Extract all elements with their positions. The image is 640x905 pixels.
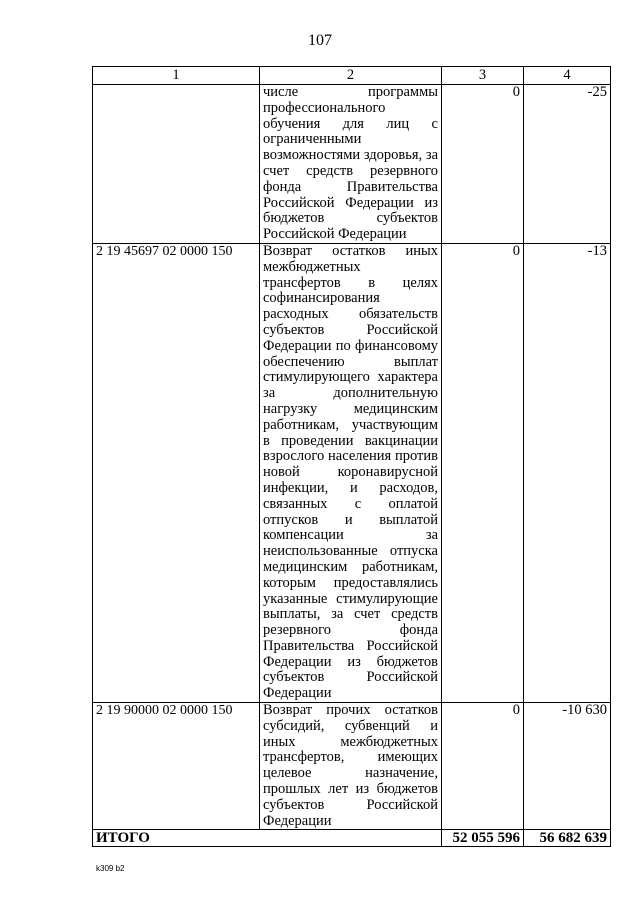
table-row bbox=[93, 85, 611, 244]
amount-col3: 0 bbox=[442, 85, 524, 244]
amount-col4: -13 bbox=[524, 243, 611, 702]
budget-table bbox=[92, 66, 611, 847]
column-header: 1 bbox=[93, 67, 260, 85]
amount-col4: -10 630 bbox=[524, 703, 611, 830]
total-label: ИТОГО bbox=[93, 830, 442, 847]
footer-code: k309 b2 bbox=[96, 864, 125, 873]
header-row bbox=[93, 67, 611, 85]
total-col4: 56 682 639 bbox=[524, 830, 611, 847]
column-header: 4 bbox=[524, 67, 611, 85]
column-header: 2 bbox=[260, 67, 442, 85]
row-description: числе программы профессионального обучения для лиц с ограниченными возможностями здоровья, за счет средств резервного фонда Правительства Российской Федерации из бюджетов субъектов Российской Федерации bbox=[260, 85, 442, 244]
budget-code: 2 19 90000 02 0000 150 bbox=[93, 703, 260, 830]
budget-code bbox=[93, 85, 260, 244]
table-row bbox=[93, 703, 611, 830]
total-col3: 52 055 596 bbox=[442, 830, 524, 847]
row-description: Возврат прочих остатков субсидий, субвенций и иных межбюджетных трансфертов, имеющих целевое назначение, прошлых лет из бюджетов субъектов Российской Федерации bbox=[260, 703, 442, 830]
amount-col3: 0 bbox=[442, 243, 524, 702]
table-row bbox=[93, 243, 611, 702]
amount-col3: 0 bbox=[442, 703, 524, 830]
page-number: 107 bbox=[308, 32, 332, 49]
budget-code: 2 19 45697 02 0000 150 bbox=[93, 243, 260, 702]
column-header: 3 bbox=[442, 67, 524, 85]
total-row bbox=[93, 830, 611, 847]
row-description: Возврат остатков иных межбюджетных трансфертов в целях софинансирования расходных обязательств субъектов Российской Федерации по финансовому обеспечению выплат стимулирующего характера за дополнительную нагрузку медицинским работникам, участвующим в проведении вакцинации взрослого населения против новой коронавирусной инфекции, и расходов, связанных с оплатой отпусков и выплатой компенсации за неиспользованные отпуска медицинским работникам, которым предоставлялись указанные стимулирующие выплаты, за счет средств резервного фонда Правительства Российской Федерации из бюджетов субъектов Российской Федерации bbox=[260, 243, 442, 702]
amount-col4: -25 bbox=[524, 85, 611, 244]
